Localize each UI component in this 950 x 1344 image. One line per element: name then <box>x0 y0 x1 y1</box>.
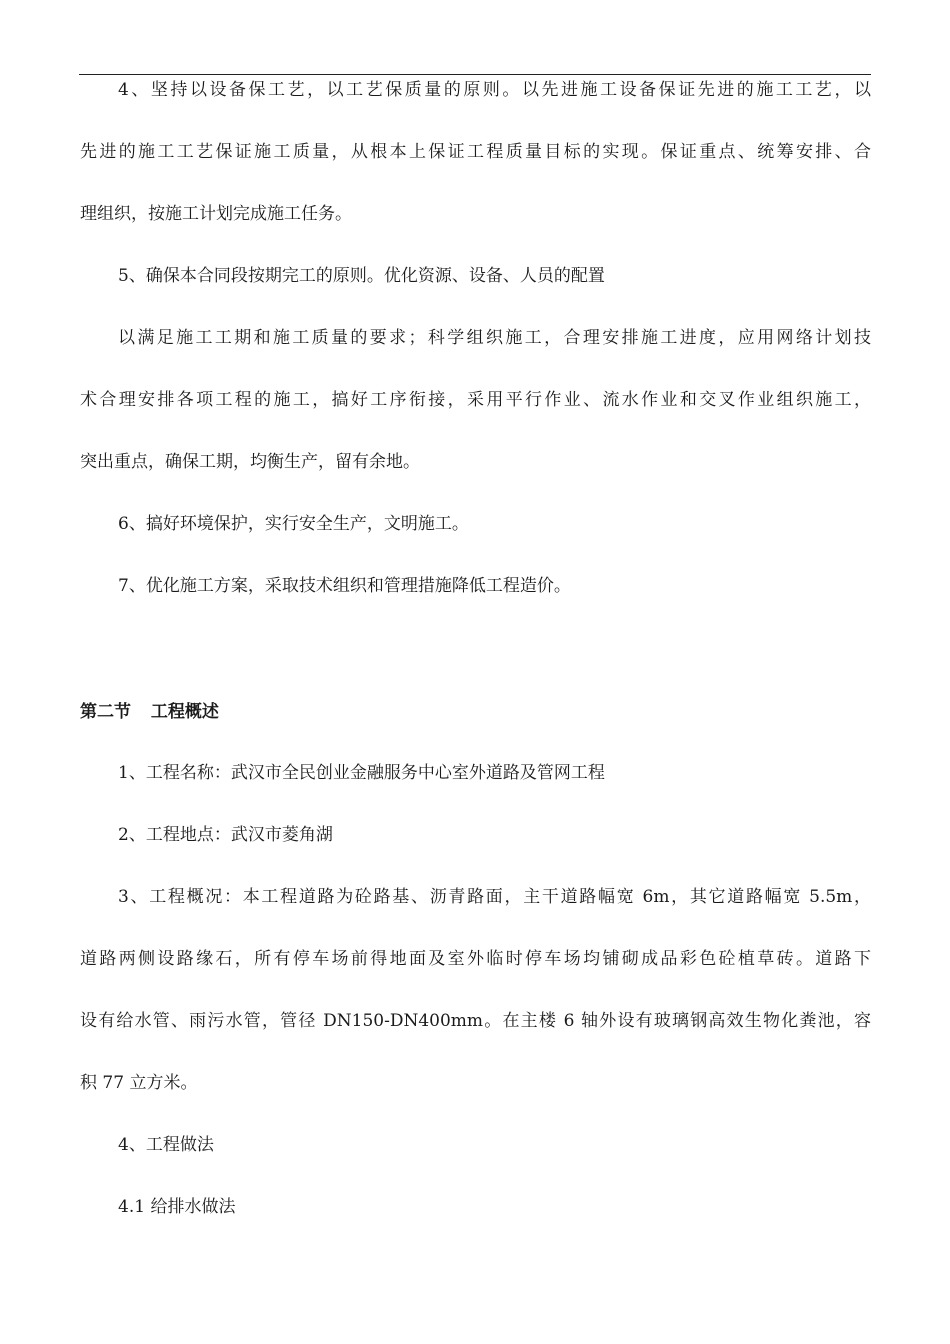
principle-6: 6、搞好环境保护，实行安全生产，文明施工。 <box>118 514 469 534</box>
project-name: 1、工程名称：武汉市全民创业金融服务中心室外道路及管网工程 <box>118 763 605 783</box>
project-methods-heading: 4、工程做法 <box>118 1135 214 1155</box>
project-overview-line-4: 积 77 立方米。 <box>80 1073 198 1093</box>
principle-5-line-4: 突出重点，确保工期，均衡生产，留有余地。 <box>80 452 420 472</box>
principle-4-line-1: 4、坚持以设备保工艺，以工艺保质量的原则。以先进施工设备保证先进的施工工艺，以 <box>118 80 871 100</box>
principle-7: 7、优化施工方案，采取技术组织和管理措施降低工程造价。 <box>118 576 571 596</box>
project-location: 2、工程地点：武汉市菱角湖 <box>118 825 333 845</box>
principle-5-line-1: 5、确保本合同段按期完工的原则。优化资源、设备、人员的配置 <box>118 266 605 286</box>
principle-5-line-3: 术合理安排各项工程的施工，搞好工序衔接，采用平行作业、流水作业和交叉作业组织施工， <box>80 390 871 410</box>
principle-4-line-2: 先进的施工工艺保证施工质量，从根本上保证工程质量目标的实现。保证重点、统筹安排、合 <box>80 142 871 162</box>
project-overview-line-1: 3、工程概况：本工程道路为砼路基、沥青路面，主干道路幅宽 6m，其它道路幅宽 5.5m， <box>118 887 871 907</box>
header-rule <box>79 74 871 75</box>
section-heading: 第二节 工程概述 <box>80 702 219 722</box>
project-overview-line-2: 道路两侧设路缘石，所有停车场前得地面及室外临时停车场均铺砌成品彩色砼植草砖。道路下 <box>80 949 871 969</box>
water-supply-drainage-heading: 4.1 给排水做法 <box>118 1197 236 1217</box>
principle-4-line-3: 理组织，按施工计划完成施工任务。 <box>80 204 352 224</box>
principle-5-line-2: 以满足施工工期和施工质量的要求；科学组织施工，合理安排施工进度，应用网络计划技 <box>118 328 871 348</box>
project-overview-line-3: 设有给水管、雨污水管，管径 DN150-DN400mm。在主楼 6 轴外设有玻璃钢高效生物化粪池，容 <box>80 1011 871 1031</box>
